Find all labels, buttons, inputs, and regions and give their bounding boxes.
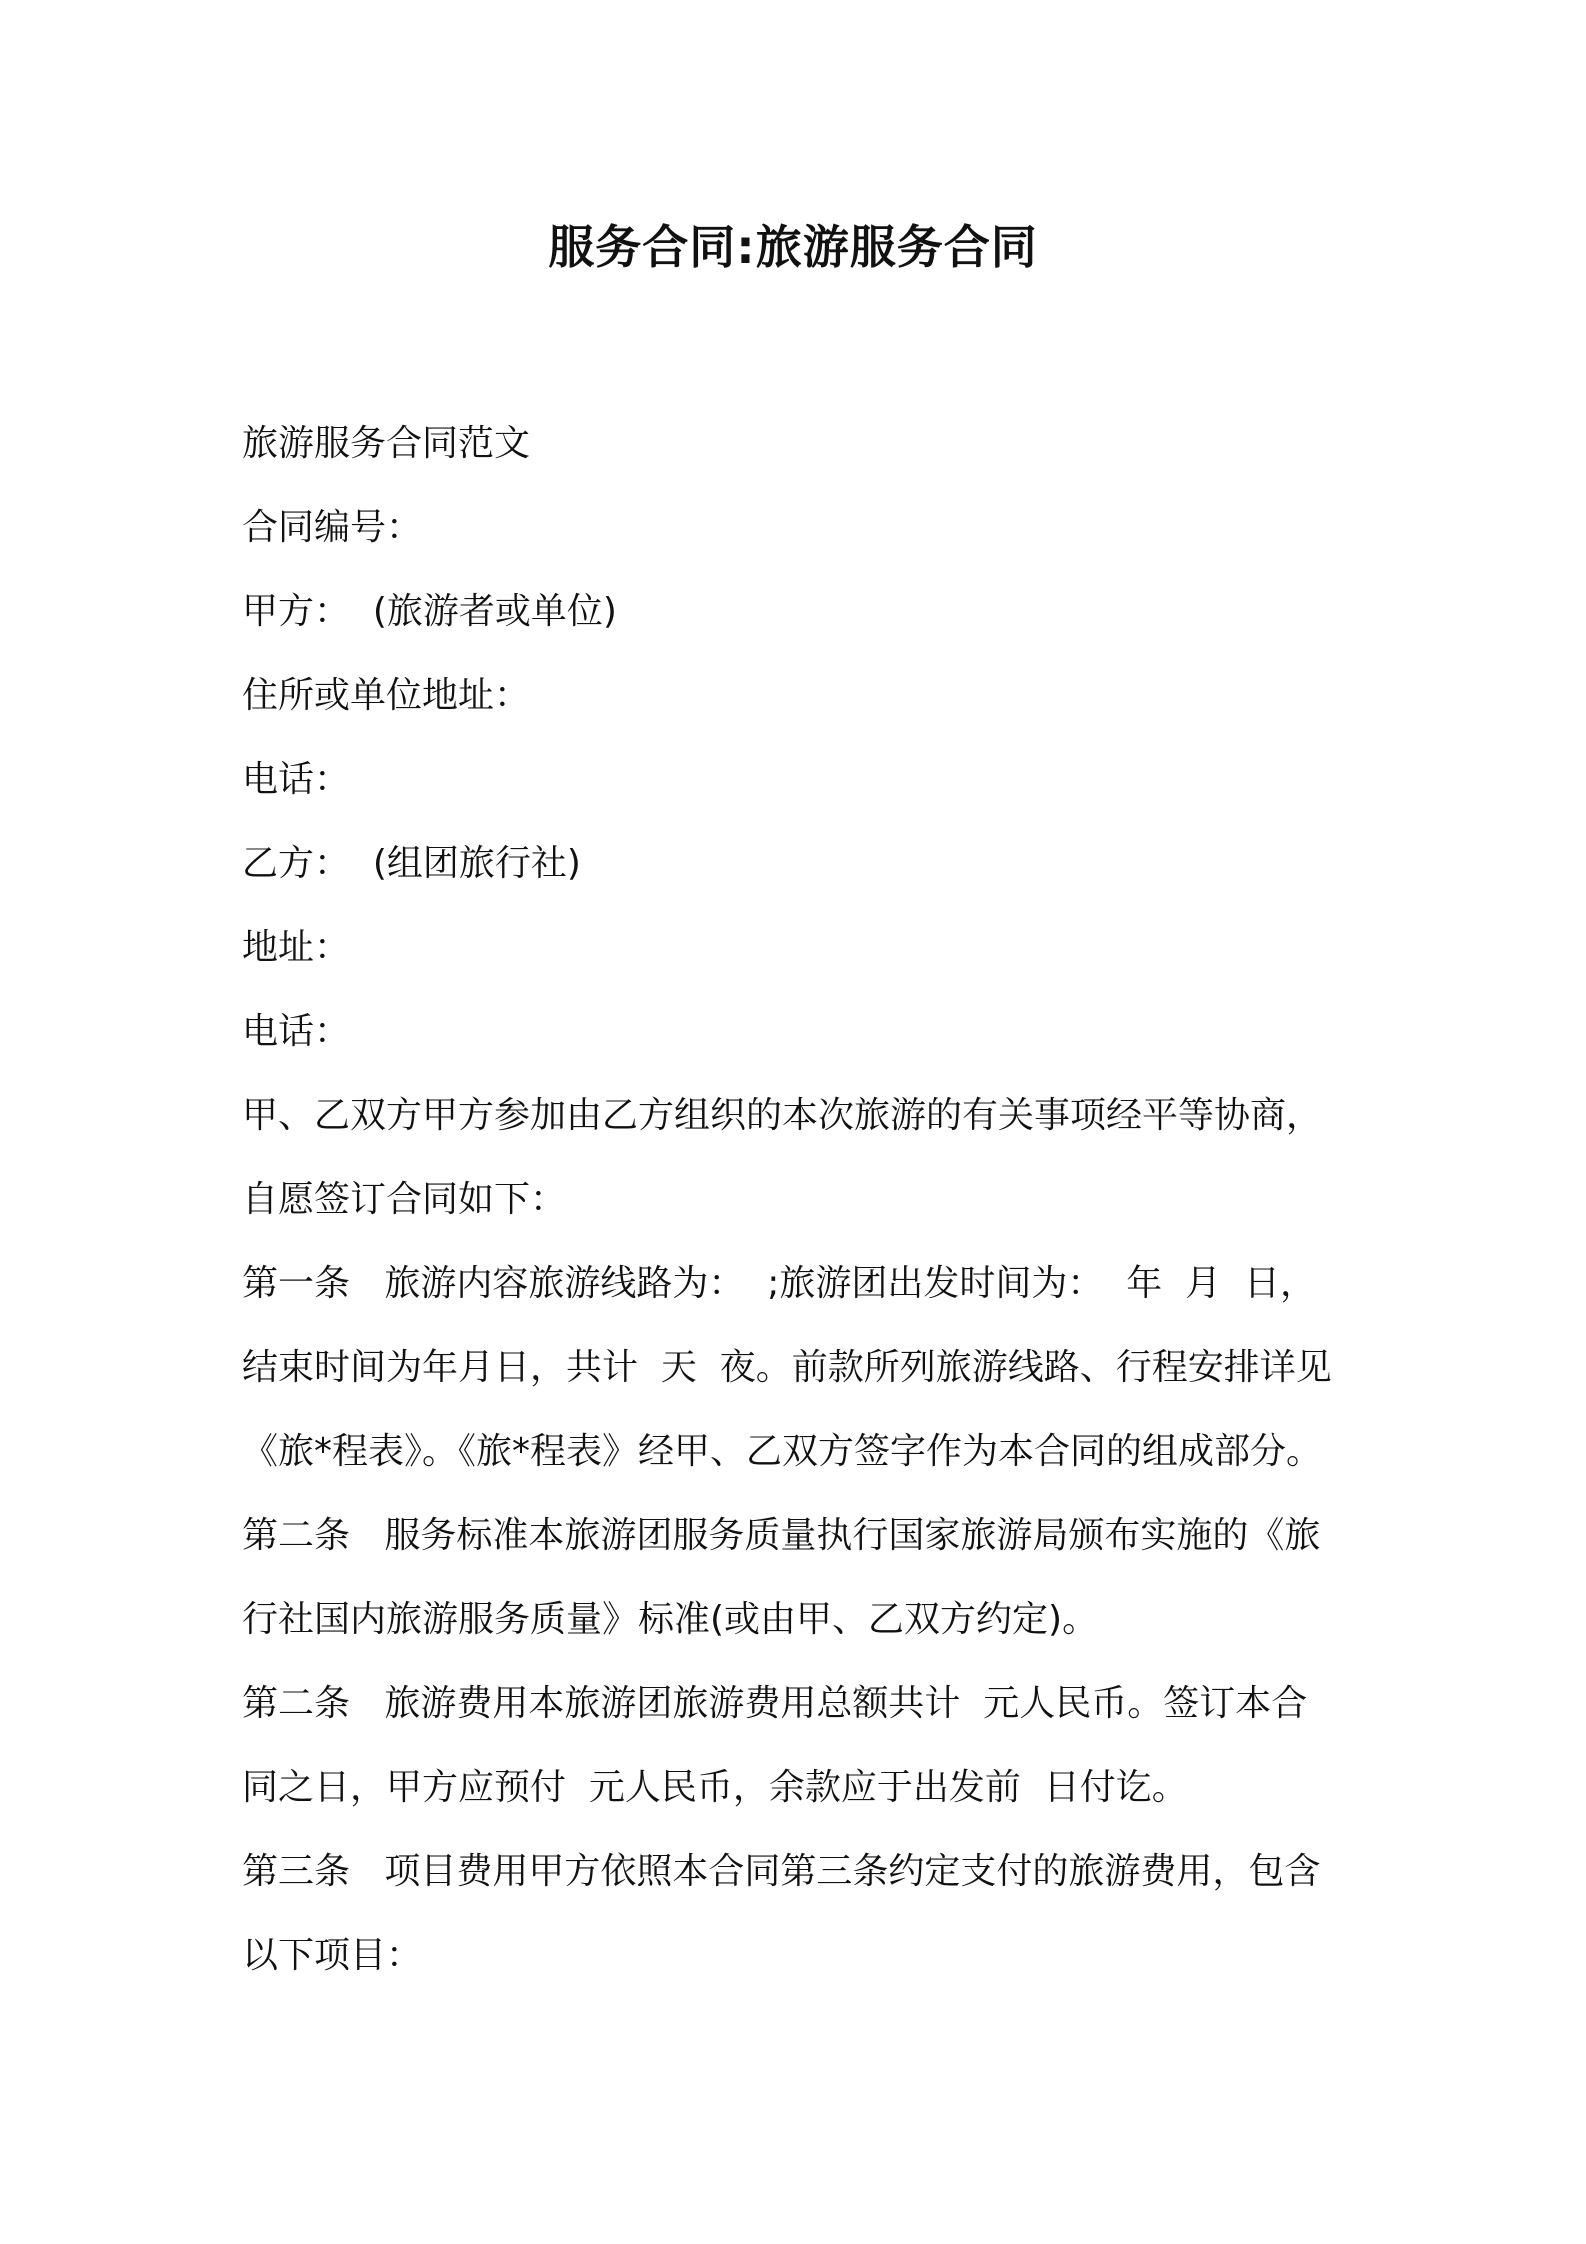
text-line: 甲方： (旅游者或单位)	[242, 591, 617, 632]
text-line: 第二条 旅游费用本旅游团旅游费用总额共计 元人民币。签订本合	[242, 1683, 1308, 1724]
document-title: 服务合同:旅游服务合同	[548, 220, 1038, 274]
text-line: 第一条 旅游内容旅游线路为： ;旅游团出发时间为： 年 月 日，	[242, 1263, 1317, 1304]
text-line: 合同编号：	[242, 507, 423, 548]
text-line: 第三条 项目费用甲方依照本合同第三条约定支付的旅游费用，包含	[242, 1851, 1321, 1892]
text-line: 住所或单位地址：	[242, 675, 531, 716]
text-line: 行社国内旅游服务质量》标准(或由甲、乙双方约定)。	[242, 1599, 1099, 1640]
text-line: 乙方： (组团旅行社)	[242, 843, 581, 884]
text-line: 电话：	[242, 759, 351, 800]
text-line: 地址：	[242, 927, 351, 968]
text-line: 《旅*程表》。《旅*程表》经甲、乙双方签字作为本合同的组成部分。	[242, 1431, 1323, 1472]
text-line: 以下项目：	[242, 1935, 423, 1976]
document-body	[242, 402, 1362, 1998]
text-line: 电话：	[242, 1011, 351, 1052]
text-line: 同之日，甲方应预付 元人民币，余款应于出发前 日付讫。	[242, 1767, 1188, 1808]
text-line: 旅游服务合同范文	[242, 423, 531, 464]
text-line: 结束时间为年月日，共计 天 夜。前款所列旅游线路、行程安排详见	[242, 1347, 1332, 1388]
text-line: 第二条 服务标准本旅游团服务质量执行国家旅游局颁布实施的《旅	[242, 1515, 1321, 1556]
text-line: 自愿签订合同如下：	[242, 1179, 567, 1220]
text-line: 甲、乙双方甲方参加由乙方组织的本次旅游的有关事项经平等协商，	[242, 1095, 1323, 1136]
